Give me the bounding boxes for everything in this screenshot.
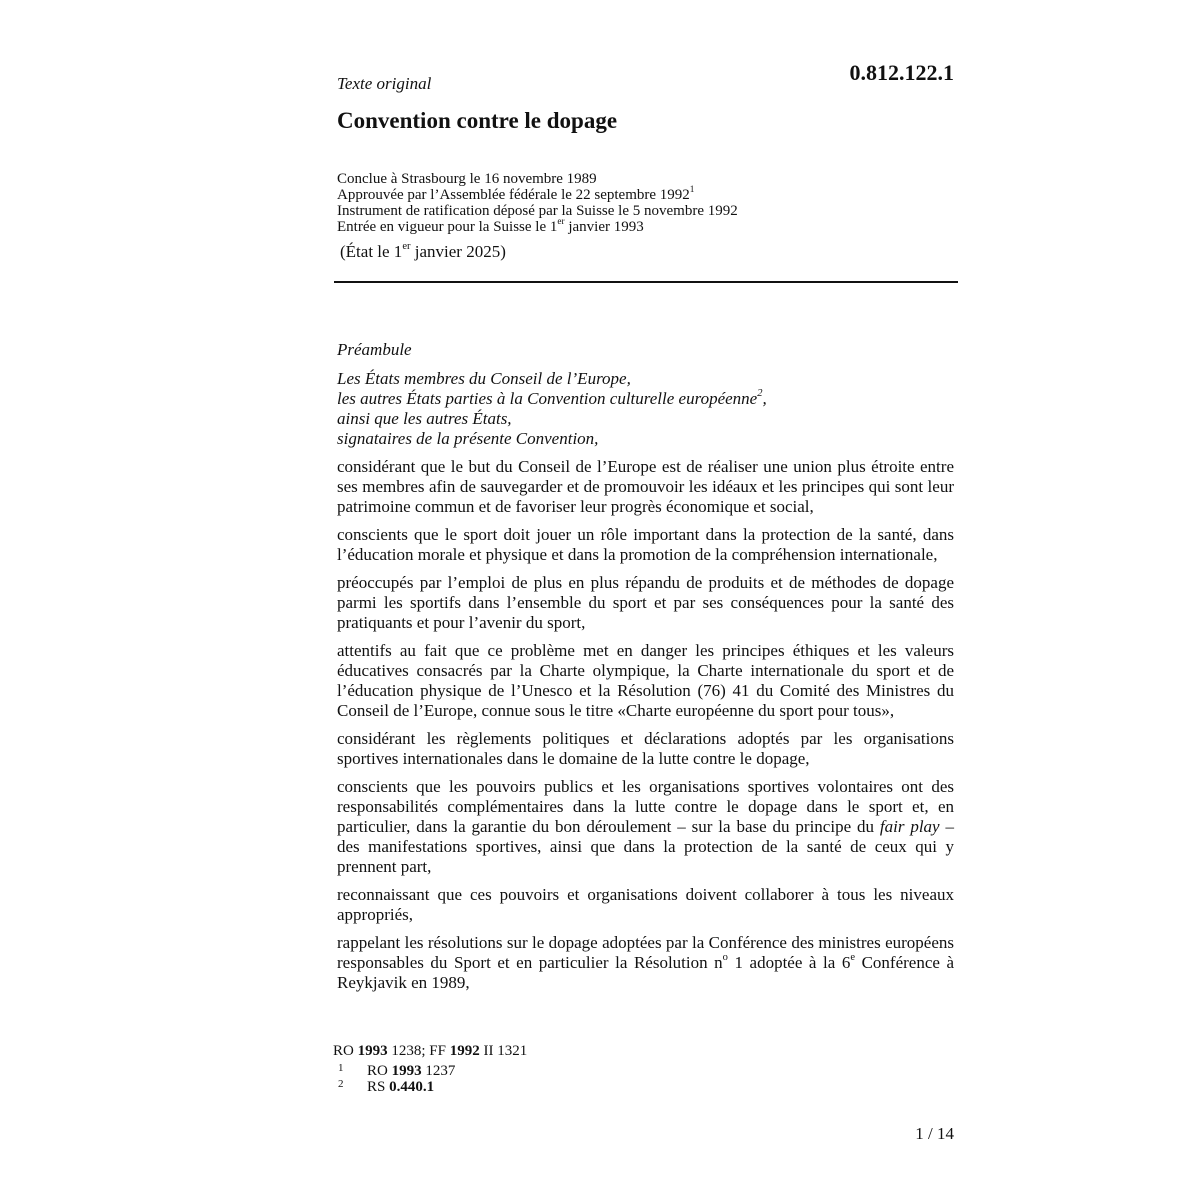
footnote-1: 1 RO 1993 1237 [333, 1063, 527, 1079]
footnote-number: 2 [338, 1078, 344, 1090]
preamble-paragraph: rappelant les résolutions sur le dopage adoptées par la Conférence des ministres européens responsables du Sport et en particulier la Résolution $n^o$ 1 adoptée à la 6e Conférence à Reykjavik en 1989, [337, 933, 955, 992]
preamble-intro: Les États membres du Conseil de l’Europe, les autres États parties à la Convention culturelle européenne$^2$, ainsi que les autres États, signataires de la présente Convention, [337, 369, 767, 448]
state-as-of: (État le 1er janvier 2025) [340, 241, 506, 261]
preamble-section [337, 340, 954, 1001]
publication-reference: RO 1993 1238; FF 1992 II 1321 [333, 1043, 528, 1059]
systematic-number: 0.812.122.1 [849, 60, 954, 85]
header-divider [334, 281, 958, 283]
preamble-paragraph: conscients que le sport doit jouer un rôle important dans la protection de la santé, dans l’éducation morale et physique et dans la promotion de la compréhension internationale, [337, 525, 954, 564]
footnote-ref-1[interactable]: 1 [689, 185, 695, 196]
document-metadata [337, 171, 738, 235]
footnote-2: 2 RS 0.440.1 [333, 1079, 527, 1095]
preamble-paragraph: préoccupés par l’emploi de plus en plus répandu de produits et de méthodes de dopage parmi les sportifs dans l’ensemble du sport et par ses conséquences pour la santé des pratiquants et pour l’avenir du sport, [337, 573, 954, 632]
footnote-ref-2[interactable]: 2 [757, 388, 763, 400]
preamble-paragraph: reconnaissant que ces pouvoirs et organisations doivent collaborer à tous les niveaux appropriés, [337, 885, 954, 924]
document-title: Convention contre le dopage [337, 108, 618, 133]
preamble-paragraph: considérant que le but du Conseil de l’Europe est de réaliser une union plus étroite entre ses membres afin de sauvegarder et de promouvoir les idéaux et les principes qui sont leur patrimoine commun et de favoriser leur progrès économique et social, [337, 457, 954, 516]
preamble-paragraph: attentifs au fait que ce problème met en danger les principes éthiques et les valeurs éducatives consacrés par la Charte olympique, la Charte internationale du sport et de l’éducation physique de l’Unesco et la Résolution (76) 41 du Comité des Ministres du Conseil de l’Europe, connue sous le titre «Charte européenne du sport pour tous», [337, 641, 954, 720]
ratification-line: Instrument de ratification déposé par la Suisse le 5 novembre 1992 [337, 203, 738, 219]
preamble-paragraph: conscients que les pouvoirs publics et les organisations sportives volontaires ont des responsabilités complémentaires dans la lutte contre le dopage dans le sport et, en particulier, dans la garantie du bon déroulement – sur la base du principe du fair play – des manifestations sportives, ainsi que dans la protection de la santé de ceux qui y prennent part, [337, 777, 954, 876]
preamble-paragraph: considérant les règlements politiques et déclarations adoptés par les organisations sportives internationales dans le domaine de la lutte contre le dopage, [337, 729, 954, 768]
concluded-line: Conclue à Strasbourg le 16 novembre 1989 [337, 171, 597, 187]
approved-line: Approuvée par l’Assemblée fédérale le 22 septembre 1992$^1$ [337, 185, 695, 203]
preamble-heading: Préambule [337, 340, 412, 359]
original-text-label: Texte original [337, 74, 432, 93]
footnote-number: 1 [338, 1062, 344, 1074]
entry-into-force-line: Entrée en vigueur pour la Suisse le 1er janvier 1993 [337, 217, 644, 235]
page-number: 1 / 14 [915, 1124, 954, 1143]
footnotes [333, 1043, 527, 1095]
